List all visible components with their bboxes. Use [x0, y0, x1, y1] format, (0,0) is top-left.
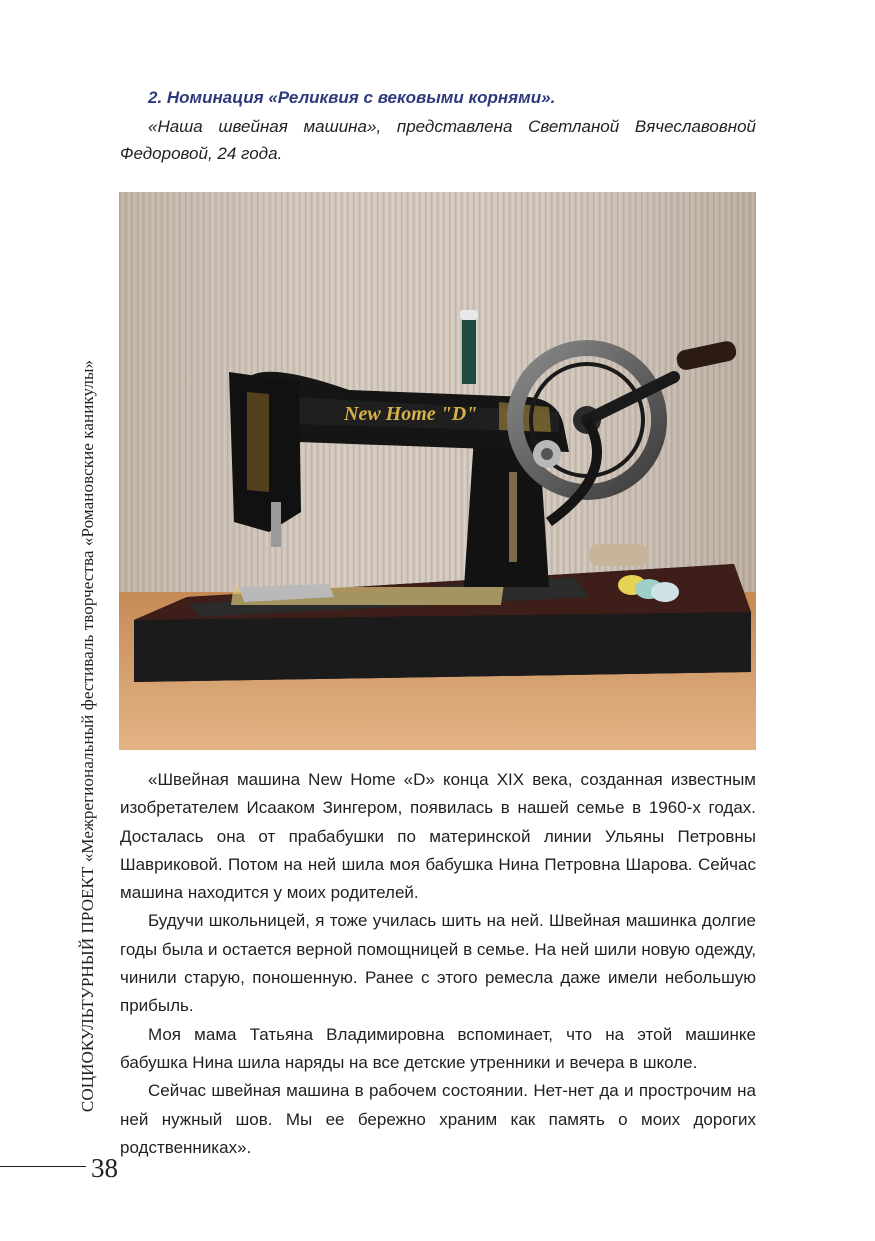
- machine-brand-label: New Home "D": [344, 403, 478, 425]
- nomination-heading: 2. Номинация «Реликвия с вековыми корнями».: [148, 88, 556, 107]
- paragraph: «Швейная машина New Home «D» конца XIX века, созданная известным изобретателем Исааком Зингером, появилась в нашей семье в 1960-х годах. Досталась она от прабабушки по материнской линии Ульяны Петровны Шавриковой. Потом на ней шила моя бабушка Нина Петровна Шарова. Сейчас машина находится у моих родителей.: [120, 770, 756, 903]
- body-text: [120, 766, 756, 1162]
- paragraph: Сейчас швейная машина в рабочем состоянии. Нет-нет да и прострочим на ней нужный шов. Мы ее бережно храним как память о моих дорогих родственниках».: [120, 1081, 756, 1157]
- running-title-sidebar: [73, 322, 103, 1150]
- page-number: 38: [91, 1153, 118, 1183]
- paragraph: Моя мама Татьяна Владимировна вспоминает, что на этой машинке бабушка Нина шила наряды на все детские утренники и вечера в школе.: [120, 1024, 756, 1072]
- sewing-machine-photo: [119, 192, 756, 750]
- paragraph: Будучи школьницей, я тоже училась шить на ней. Швейная машинка долгие годы была и остается верной помощницей в семье. На ней шили новую одежду, чинили старую, поношенную. Ранее с этого ремесла даже имели небольшую прибыль.: [120, 911, 756, 1016]
- running-title: СОЦИОКУЛЬТУРНЫЙ ПРОЕКТ «Межрегиональный фестиваль творчества «Романовские каникулы»: [78, 359, 97, 1113]
- nomination-subheading: «Наша швейная машина», представлена Светланой Вячеславовной Федоровой, 24 года.: [120, 117, 756, 163]
- footer-rule: [0, 1166, 86, 1167]
